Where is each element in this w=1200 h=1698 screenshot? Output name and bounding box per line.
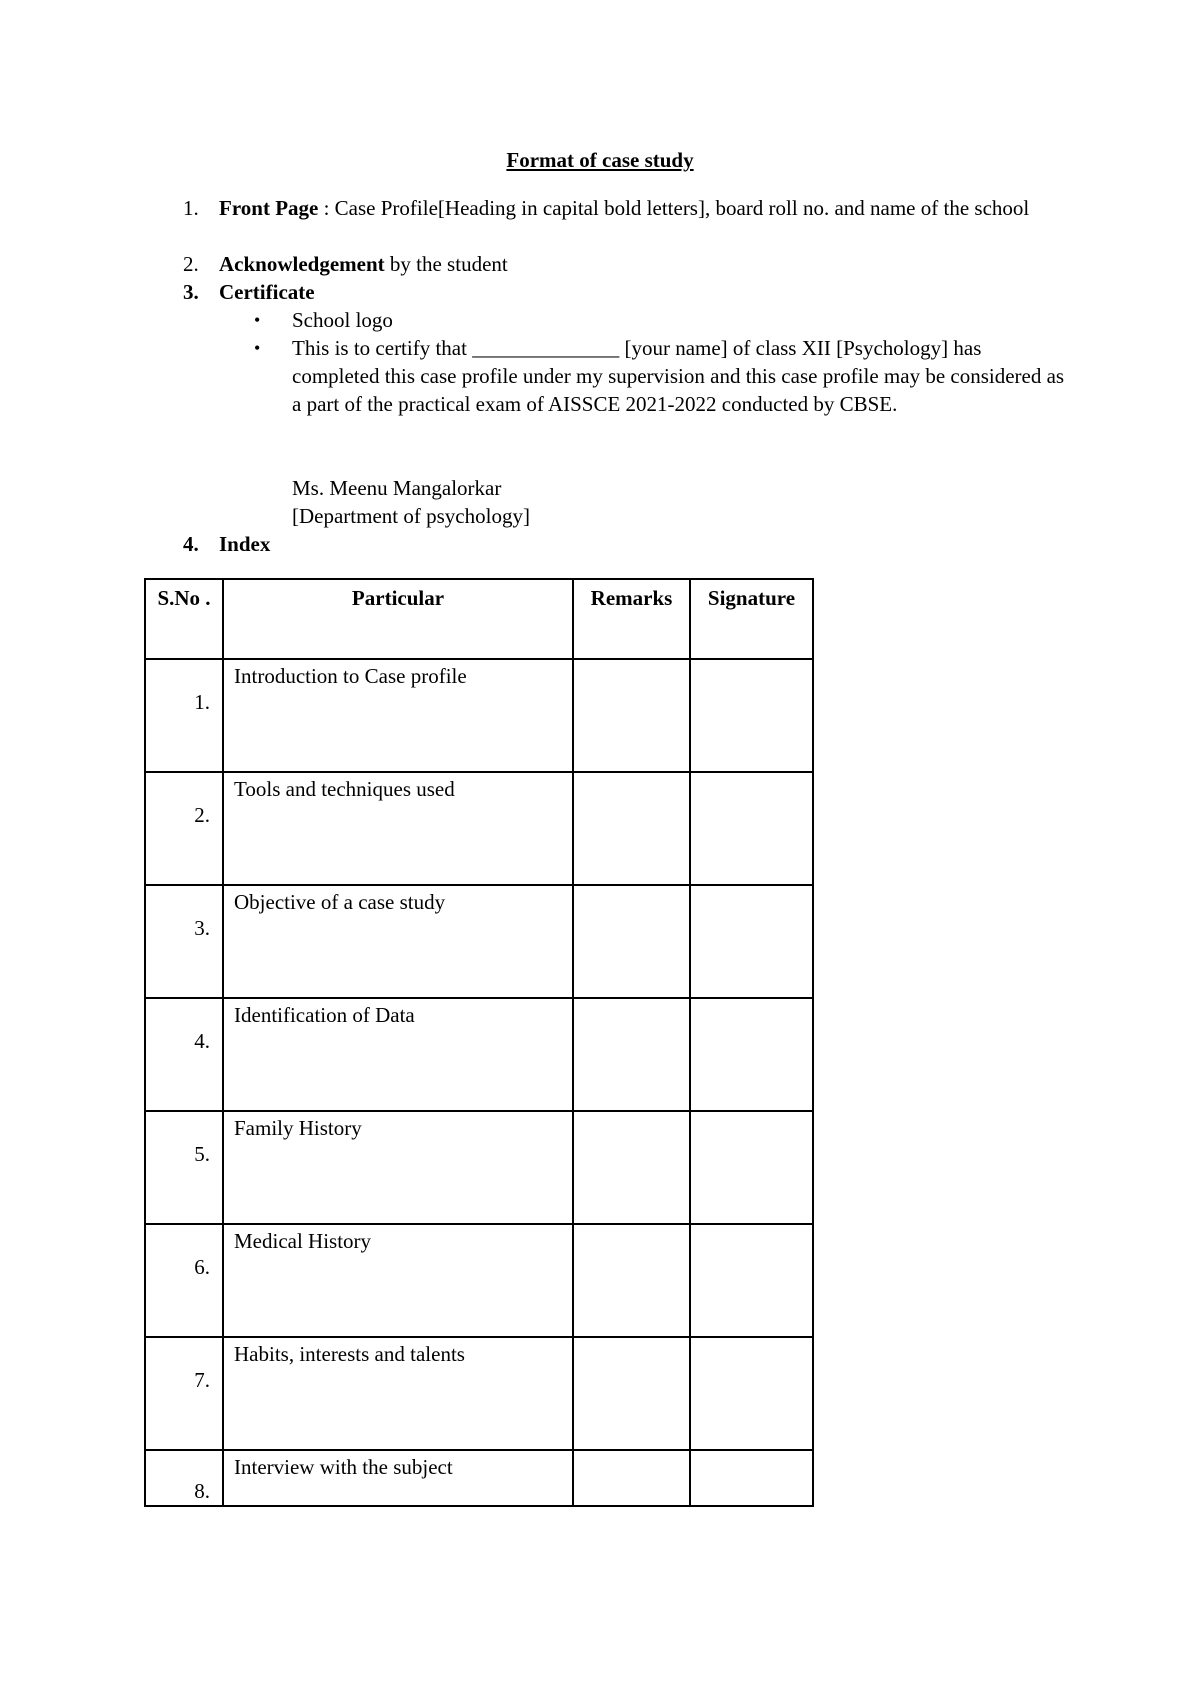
particular-text: Habits, interests and talents — [234, 1342, 465, 1366]
particular-text: Tools and techniques used — [234, 777, 455, 801]
cell-remarks — [573, 1450, 690, 1506]
cell-sno — [145, 1450, 223, 1506]
cell-signature — [690, 885, 813, 998]
cell-signature — [690, 1450, 813, 1506]
sno-text: 1. — [194, 690, 210, 714]
list-text — [219, 278, 1069, 306]
index-table — [144, 578, 814, 1507]
cell-signature — [690, 998, 813, 1111]
particular-text: Family History — [234, 1116, 362, 1140]
list-heading: Index — [219, 532, 271, 556]
signatory-name: Ms. Meenu Mangalorkar — [292, 476, 502, 500]
table-row — [145, 1450, 813, 1506]
sno-text: 3. — [194, 916, 210, 940]
cell-remarks — [573, 1111, 690, 1224]
particular-text: Interview with the subject — [234, 1455, 453, 1479]
header-sno: S.No . — [145, 579, 223, 659]
sno-text: 7. — [194, 1368, 210, 1392]
list-text — [219, 530, 1069, 558]
particular-text: Introduction to Case profile — [234, 664, 467, 688]
page-title: Format of case study — [506, 148, 694, 172]
list-number: 4. — [183, 532, 199, 556]
bullet-icon: • — [254, 338, 261, 358]
cell-particular — [223, 772, 573, 885]
cell-signature — [690, 1337, 813, 1450]
cell-sno — [145, 659, 223, 772]
sno-text: 6. — [194, 1255, 210, 1279]
list-text — [219, 250, 1069, 278]
bullet-text: This is to certify that ______________ [your name] of class XII [Psychology] has completed this case profile under my supervision and this case profile may be considered as a part of the practical exam of AISSCE 2021-2022 conducted by CBSE. — [292, 336, 1065, 416]
cell-remarks — [573, 772, 690, 885]
table-row — [145, 885, 813, 998]
cell-particular — [223, 1224, 573, 1337]
table-row — [145, 772, 813, 885]
cell-particular — [223, 1450, 573, 1506]
cell-remarks — [573, 998, 690, 1111]
cell-signature — [690, 1111, 813, 1224]
cell-particular — [223, 1111, 573, 1224]
signatory-department: [Department of psychology] — [292, 504, 530, 528]
list-description: : Case Profile[Heading in capital bold letters], board roll no. and name of the school — [318, 196, 1030, 220]
header-remarks: Remarks — [573, 579, 690, 659]
particular-text: Objective of a case study — [234, 890, 446, 914]
list-number: 2. — [183, 252, 199, 276]
cell-particular — [223, 998, 573, 1111]
particular-text: Medical History — [234, 1229, 372, 1253]
cell-particular — [223, 885, 573, 998]
cell-remarks — [573, 659, 690, 772]
bullet-text: School logo — [292, 308, 393, 332]
header-signature: Signature — [690, 579, 813, 659]
table-row — [145, 998, 813, 1111]
cell-remarks — [573, 885, 690, 998]
table-row — [145, 659, 813, 772]
cell-sno — [145, 772, 223, 885]
cell-signature — [690, 772, 813, 885]
cell-sno — [145, 885, 223, 998]
particular-text: Identification of Data — [234, 1003, 415, 1027]
sno-text: 4. — [194, 1029, 210, 1053]
cell-sno — [145, 1337, 223, 1450]
header-particular: Particular — [223, 579, 573, 659]
cell-signature — [690, 1224, 813, 1337]
sno-text: 5. — [194, 1142, 210, 1166]
sno-text: 2. — [194, 803, 210, 827]
cell-particular — [223, 1337, 573, 1450]
list-number: 3. — [183, 280, 199, 304]
cell-remarks — [573, 1224, 690, 1337]
table-header-row — [145, 579, 813, 659]
table-row — [145, 1111, 813, 1224]
table-row — [145, 1224, 813, 1337]
cell-sno — [145, 1111, 223, 1224]
sno-text: 8. — [194, 1479, 210, 1503]
list-heading: Acknowledgement — [219, 252, 385, 276]
cell-particular — [223, 659, 573, 772]
list-heading: Front Page — [219, 196, 319, 220]
list-heading: Certificate — [219, 280, 315, 304]
list-number: 1. — [183, 196, 199, 220]
cell-sno — [145, 1224, 223, 1337]
cell-sno — [145, 998, 223, 1111]
list-text — [219, 194, 1069, 222]
table-row — [145, 1337, 813, 1450]
cell-signature — [690, 659, 813, 772]
bullet-icon: • — [254, 310, 261, 330]
cell-remarks — [573, 1337, 690, 1450]
list-description: by the student — [384, 252, 508, 276]
